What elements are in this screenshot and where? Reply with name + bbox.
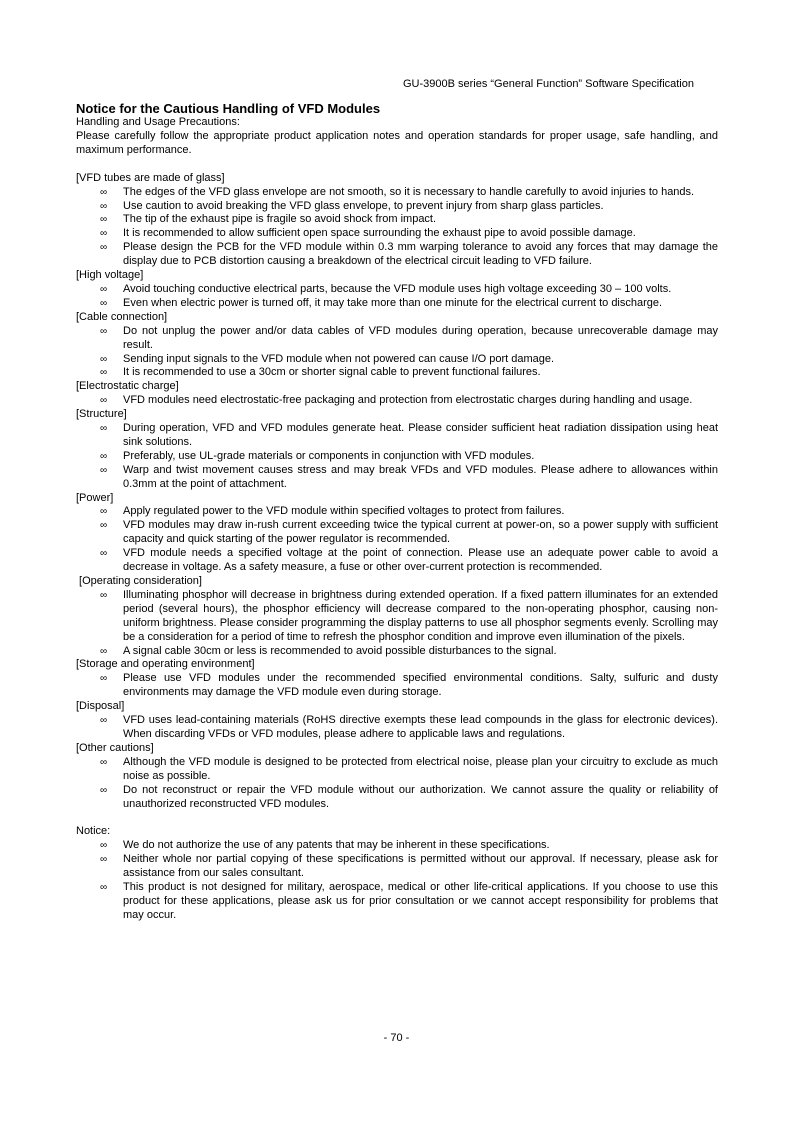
section bbox=[76, 408, 718, 491]
section-label: [Cable connection] bbox=[76, 310, 168, 323]
section-label: [Other cautions] bbox=[76, 741, 154, 754]
list-item bbox=[76, 241, 718, 269]
section-list bbox=[76, 394, 718, 408]
infinity-bullet-icon: ∞ bbox=[100, 214, 108, 226]
list-item-text: Use caution to avoid breaking the VFD glass envelope, to prevent injury from sharp glass particles. bbox=[123, 199, 604, 212]
list-item bbox=[76, 714, 718, 742]
list-item bbox=[76, 283, 718, 297]
list-item bbox=[76, 505, 718, 519]
list-item-text: Although the VFD module is designed to be protected from electrical noise, please plan your circuitry to exclude as much noise as possible. bbox=[123, 755, 718, 782]
list-item-text: Do not reconstruct or repair the VFD module without our authorization. We cannot assure the quality or reliability of unauthorized reconstructed VFD modules. bbox=[123, 783, 718, 810]
infinity-bullet-icon: ∞ bbox=[100, 840, 108, 852]
list-item bbox=[76, 227, 718, 241]
list-item-text: A signal cable 30cm or less is recommended to avoid possible disturbances to the signal. bbox=[123, 644, 557, 657]
list-item-text: This product is not designed for military, aerospace, medical or other life-critical applications. If you choose to use this product for these applications, please ask us for prior consultation or we cannot accept responsibility for problems that may occur. bbox=[123, 881, 718, 921]
list-item-text: Warp and twist movement causes stress and may break VFDs and VFD modules. Please adhere to allowances within 0.3mm at the point of attachment. bbox=[123, 463, 718, 490]
list-item-text: VFD uses lead-containing materials (RoHS directive exempts these lead compounds in the glass for electronic devices). When discarding VFDs or VFD modules, please adhere to applicable laws and regulations. bbox=[123, 714, 718, 740]
section-label: [Disposal] bbox=[76, 700, 125, 713]
list-item bbox=[76, 464, 718, 492]
spacer bbox=[76, 158, 718, 172]
section-label: [Structure] bbox=[76, 408, 127, 421]
section bbox=[76, 380, 718, 408]
list-item bbox=[76, 353, 718, 367]
section-label: [High voltage] bbox=[76, 269, 144, 282]
document-title: Notice for the Cautious Handling of VFD Modules bbox=[76, 101, 381, 116]
list-item-text: VFD module needs a specified voltage at the point of connection. Please use an adequate power cable to avoid a decrease in voltage. As a safety measure, a fuse or other over-current protection is recommended. bbox=[123, 547, 718, 574]
list-item bbox=[76, 839, 718, 853]
infinity-bullet-icon: ∞ bbox=[100, 784, 108, 796]
list-item bbox=[76, 756, 718, 784]
list-item bbox=[76, 213, 718, 227]
list-item-text: It is recommended to allow sufficient open space surrounding the exhaust pipe to avoid possible damage. bbox=[123, 227, 636, 240]
list-item bbox=[76, 881, 718, 923]
list-item bbox=[76, 297, 718, 311]
list-item bbox=[76, 200, 718, 214]
list-item-text: Sending input signals to the VFD module when not powered can cause I/O port damage. bbox=[123, 352, 555, 365]
section-list bbox=[76, 505, 718, 575]
section-list bbox=[76, 589, 718, 659]
spacer bbox=[76, 811, 718, 825]
section-list bbox=[76, 422, 718, 492]
list-item-text: Please design the PCB for the VFD module within 0.3 mm warping tolerance to avoid any forces that may damage the display due to PCB distortion causing a breakdown of the electrical circuit leading to VFD failure. bbox=[123, 241, 718, 268]
list-item bbox=[76, 784, 718, 812]
infinity-bullet-icon: ∞ bbox=[100, 645, 108, 657]
list-item-text: Avoid touching conductive electrical parts, because the VFD module uses high voltage exceeding 30 – 100 volts. bbox=[123, 282, 672, 295]
infinity-bullet-icon: ∞ bbox=[100, 450, 108, 462]
list-item bbox=[76, 547, 718, 575]
section bbox=[76, 311, 718, 381]
list-item bbox=[76, 422, 718, 450]
list-item bbox=[76, 325, 718, 353]
list-item bbox=[76, 645, 718, 659]
page-header: GU-3900B series “General Function” Software Specification bbox=[402, 78, 694, 90]
infinity-bullet-icon: ∞ bbox=[100, 756, 108, 768]
infinity-bullet-icon: ∞ bbox=[100, 297, 108, 309]
infinity-bullet-icon: ∞ bbox=[100, 367, 108, 379]
section-list bbox=[76, 714, 718, 742]
list-item-text: VFD modules need electrostatic-free packaging and protection from electrostatic charges during handling and usage. bbox=[123, 394, 693, 407]
list-item-text: Please use VFD modules under the recommended specified environmental conditions. Salty, sulfuric and dusty environments may damage the VFD module even during storage. bbox=[123, 672, 718, 699]
subtitle: Handling and Usage Precautions: bbox=[76, 116, 240, 128]
list-item bbox=[76, 519, 718, 547]
section-label: [Operating consideration] bbox=[76, 575, 202, 587]
section-label: [Electrostatic charge] bbox=[76, 380, 179, 393]
list-item-text: It is recommended to use a 30cm or shorter signal cable to prevent functional failures. bbox=[123, 366, 541, 379]
sections-container bbox=[76, 172, 718, 812]
section-list bbox=[76, 756, 718, 812]
list-item-text: Apply regulated power to the VFD module within specified voltages to protect from failures. bbox=[123, 505, 565, 518]
section-label: [Storage and operating environment] bbox=[76, 658, 255, 671]
infinity-bullet-icon: ∞ bbox=[100, 854, 108, 866]
notice-section bbox=[76, 825, 718, 922]
infinity-bullet-icon: ∞ bbox=[100, 353, 108, 365]
section-list bbox=[76, 325, 718, 381]
page-number: - 70 - bbox=[383, 1032, 410, 1044]
list-item-text: Neither whole nor partial copying of these specifications is permitted without our approval. If necessary, please ask for assistance from our sales consultant. bbox=[123, 853, 718, 880]
list-item-text: During operation, VFD and VFD modules generate heat. Please consider sufficient heat radiation dissipation using heat sink solutions. bbox=[123, 422, 718, 448]
list-item-text: Preferably, use UL-grade materials or components in conjunction with VFD modules. bbox=[123, 449, 535, 462]
intro-paragraph: Please carefully follow the appropriate product application notes and operation standards for proper usage, safe handling, and maximum performance. bbox=[76, 129, 718, 156]
infinity-bullet-icon: ∞ bbox=[100, 589, 108, 601]
infinity-bullet-icon: ∞ bbox=[100, 715, 108, 727]
section bbox=[76, 172, 718, 269]
section bbox=[76, 658, 718, 700]
document-body bbox=[76, 101, 718, 923]
infinity-bullet-icon: ∞ bbox=[100, 882, 108, 894]
list-item bbox=[76, 450, 718, 464]
section-label: [VFD tubes are made of glass] bbox=[76, 171, 225, 184]
infinity-bullet-icon: ∞ bbox=[100, 464, 108, 476]
section bbox=[76, 742, 718, 812]
list-item bbox=[76, 394, 718, 408]
list-item-text: The tip of the exhaust pipe is fragile so avoid shock from impact. bbox=[123, 213, 437, 226]
infinity-bullet-icon: ∞ bbox=[100, 325, 108, 337]
infinity-bullet-icon: ∞ bbox=[100, 186, 108, 198]
infinity-bullet-icon: ∞ bbox=[100, 520, 108, 532]
infinity-bullet-icon: ∞ bbox=[100, 200, 108, 212]
section-list bbox=[76, 672, 718, 700]
list-item bbox=[76, 186, 718, 200]
section bbox=[76, 269, 718, 311]
list-item bbox=[76, 366, 718, 380]
infinity-bullet-icon: ∞ bbox=[100, 673, 108, 685]
list-item bbox=[76, 672, 718, 700]
section bbox=[76, 575, 718, 658]
notice-label: Notice: bbox=[76, 825, 111, 838]
infinity-bullet-icon: ∞ bbox=[100, 242, 108, 254]
infinity-bullet-icon: ∞ bbox=[100, 395, 108, 407]
infinity-bullet-icon: ∞ bbox=[100, 228, 108, 240]
section bbox=[76, 700, 718, 742]
list-item-text: Even when electric power is turned off, it may take more than one minute for the electrical current to discharge. bbox=[123, 296, 663, 309]
infinity-bullet-icon: ∞ bbox=[100, 506, 108, 518]
infinity-bullet-icon: ∞ bbox=[100, 423, 108, 435]
infinity-bullet-icon: ∞ bbox=[100, 283, 108, 295]
section-list bbox=[76, 186, 718, 269]
list-item-text: Illuminating phosphor will decrease in brightness during extended operation. If a fixed pattern illuminates for an extended period (several hours), the phosphor efficiency will decrease compared to the non-operating phosphor, causing non-uniform brightness. Please consider programming the display patterns to use all phosphor segments evenly. Scrolling may be a consideration for a period of time to refresh the phosphor condition and improve even illumination of the pixels. bbox=[123, 588, 718, 643]
section-label: [Power] bbox=[76, 491, 114, 504]
list-item bbox=[76, 853, 718, 881]
section bbox=[76, 492, 718, 575]
list-item-text: The edges of the VFD glass envelope are not smooth, so it is necessary to handle carefully to avoid injuries to hands. bbox=[123, 185, 695, 198]
section-list bbox=[76, 283, 718, 311]
infinity-bullet-icon: ∞ bbox=[100, 548, 108, 560]
list-item-text: Do not unplug the power and/or data cables of VFD modules during operation, because unrecoverable damage may result. bbox=[123, 324, 718, 351]
list-item bbox=[76, 589, 718, 645]
list-item-text: VFD modules may draw in-rush current exceeding twice the typical current at power-on, so a power supply with sufficient capacity and quick starting of the power regulator is recommended. bbox=[123, 519, 718, 546]
list-item-text: We do not authorize the use of any patents that may be inherent in these specifications. bbox=[123, 839, 550, 852]
notice-list bbox=[76, 839, 718, 922]
